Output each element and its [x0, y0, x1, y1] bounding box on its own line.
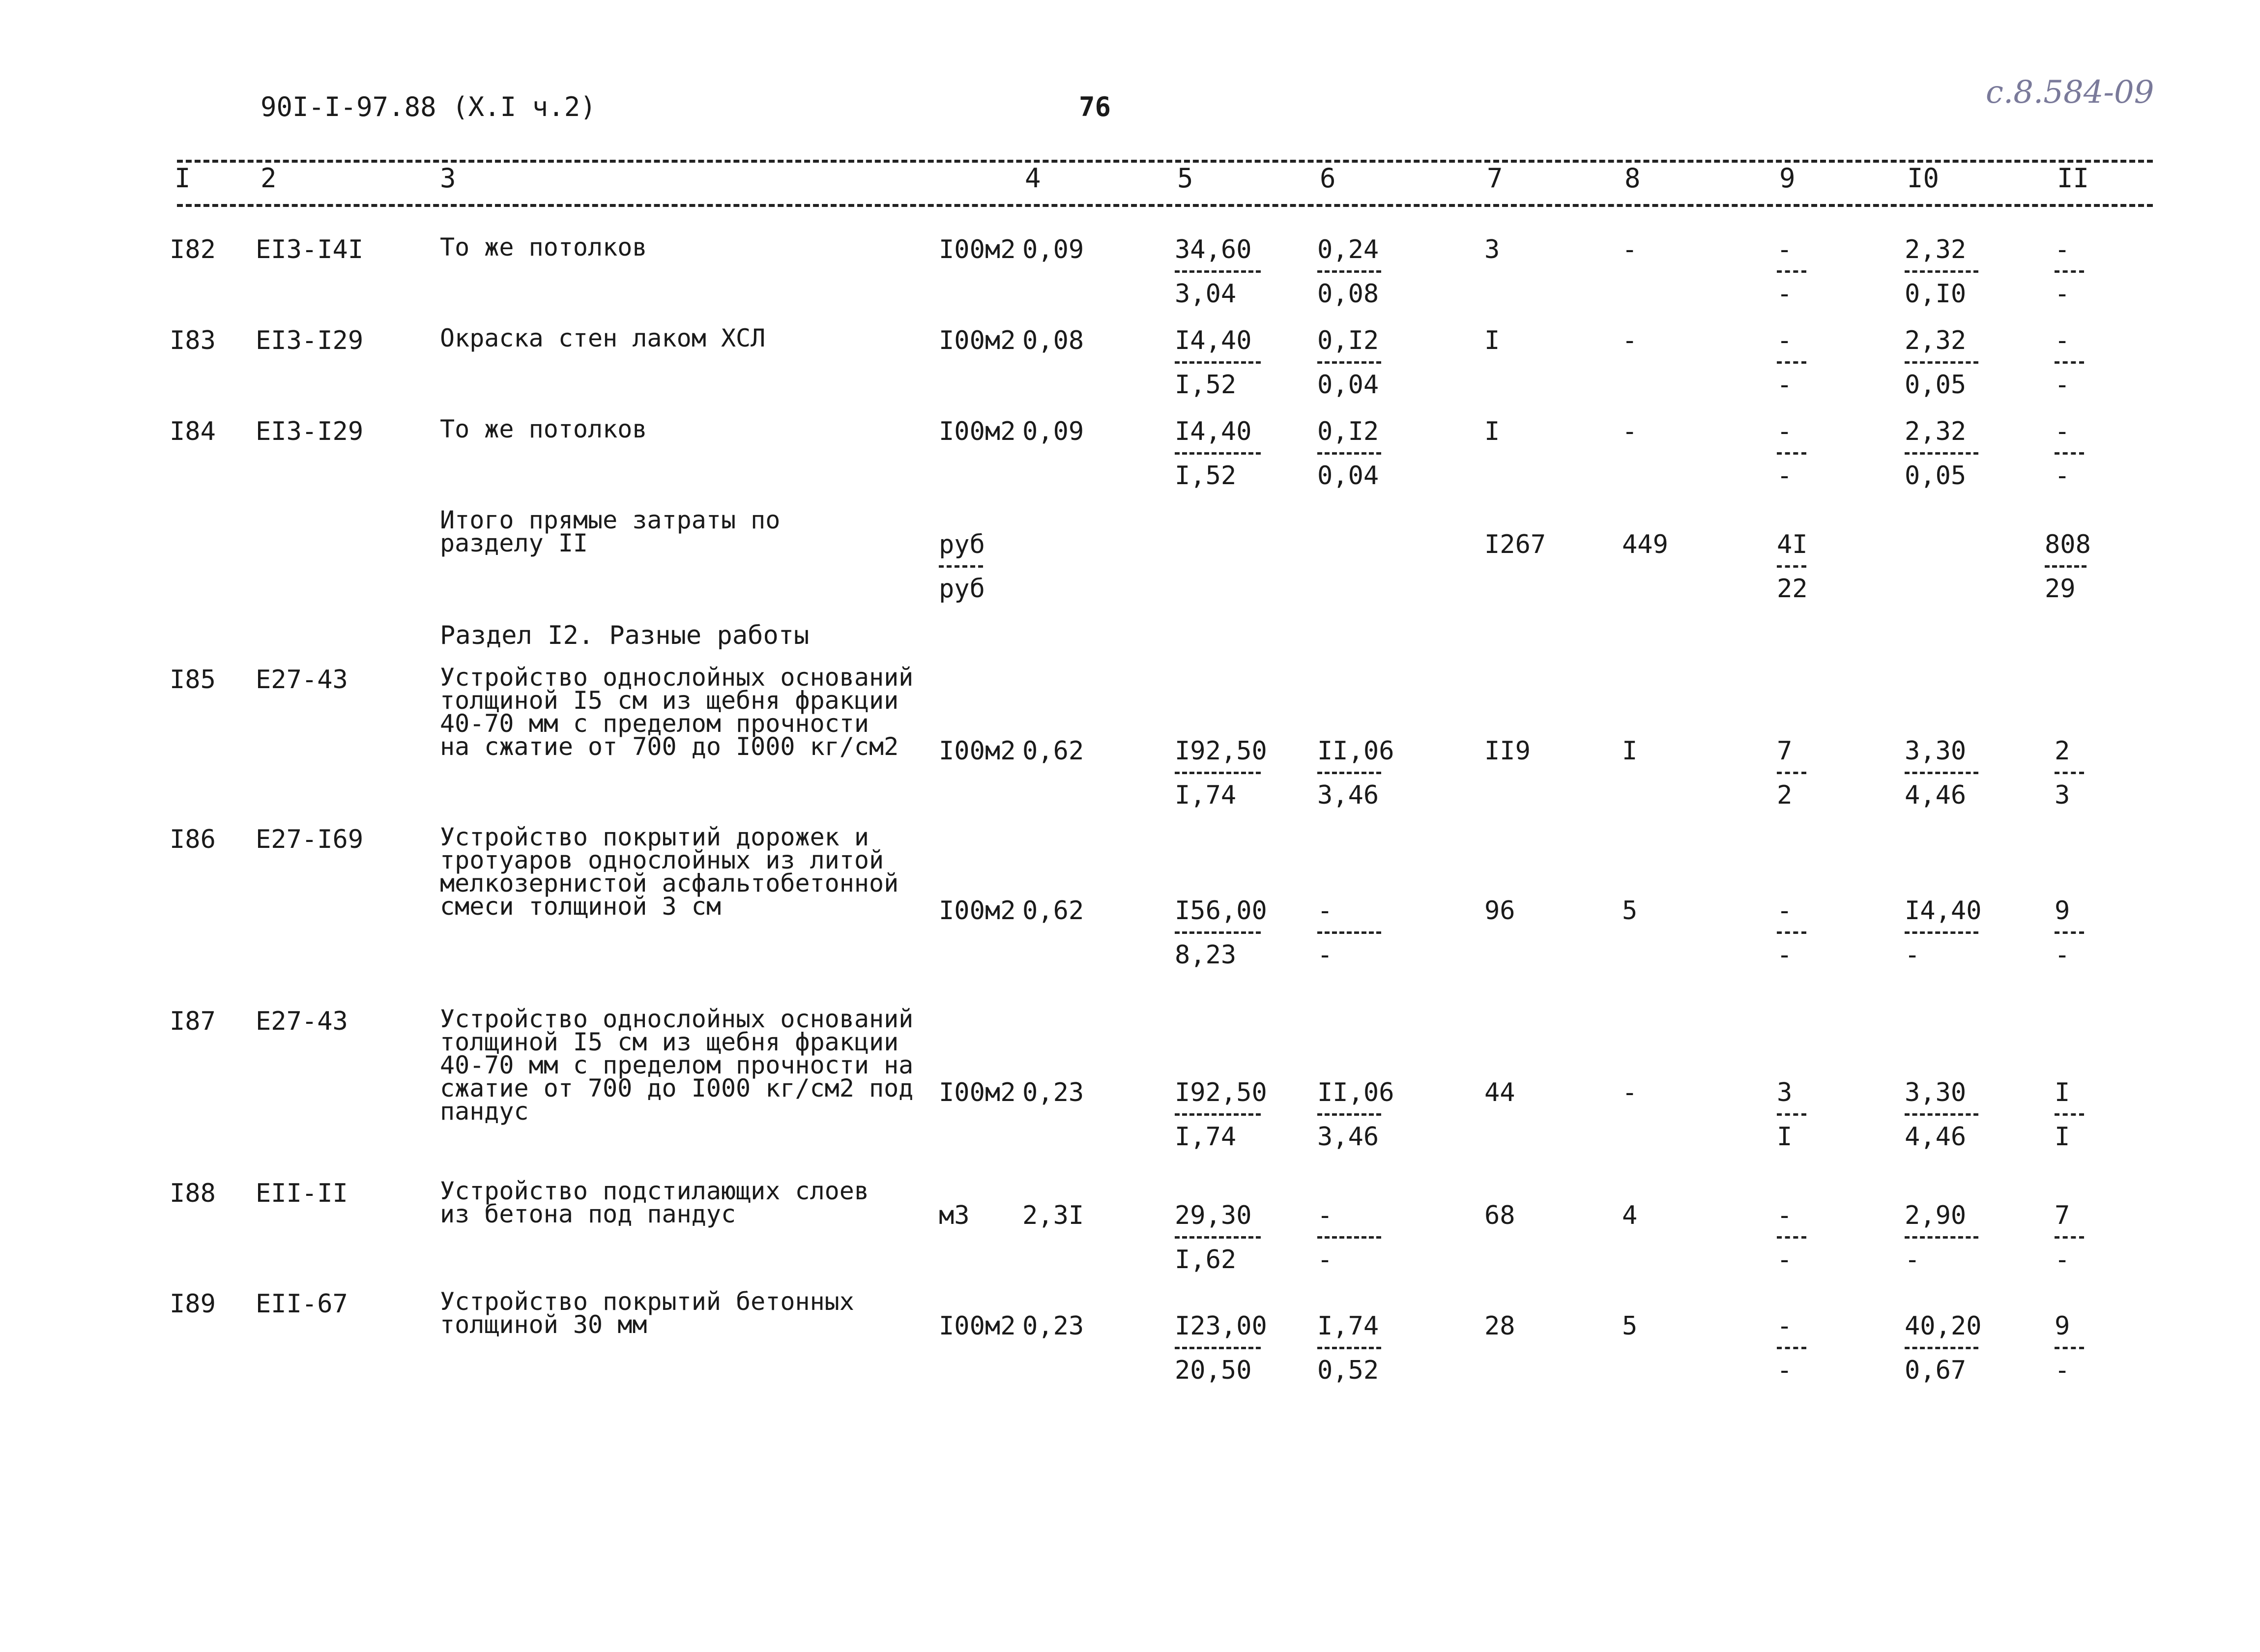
- row-I84-col9-denominator: -: [1777, 461, 1793, 491]
- row-I87-col6-fraction-bar: [1317, 1113, 1381, 1116]
- row-I85-unit: I00м2: [939, 736, 1016, 766]
- row-I86-quantity: 0,62: [1022, 896, 1084, 926]
- row-I84-col9-numerator: -: [1777, 417, 1793, 446]
- handwritten-stamp: с.8.584-09: [1986, 74, 2154, 111]
- row-I83-col6-fraction-bar: [1317, 361, 1381, 364]
- row-I86-col10-numerator: I4,40: [1905, 896, 1982, 926]
- row-I82-col6-numerator: 0,24: [1317, 235, 1379, 264]
- row-I88-col5-denominator: I,62: [1175, 1245, 1237, 1275]
- row-I88-col11-denominator: -: [2055, 1245, 2070, 1275]
- row-I89-col6-fraction-bar: [1317, 1347, 1381, 1349]
- row-I87-col9-fraction-bar: [1777, 1113, 1806, 1116]
- subtotal-col11-fraction-bar: [2045, 565, 2086, 568]
- row-I83-quantity: 0,08: [1022, 326, 1084, 355]
- section-title: Раздел I2. Разные работы: [440, 621, 810, 650]
- row-I89-col10-fraction-bar: [1905, 1347, 1978, 1349]
- column-header-8: 8: [1624, 163, 1641, 194]
- row-I85-col11-denominator: 3: [2055, 781, 2070, 810]
- row-I82-col8: -: [1622, 235, 1638, 264]
- row-I84-number: I84: [170, 417, 216, 446]
- subtotal-col7: I267: [1484, 530, 1546, 559]
- row-I85-description: Устройство однослойных оснований толщиной I5 см из щебня фракции 40-70 мм с пределом прочности на сжатие от 700 до I000 кг/см2: [440, 663, 914, 761]
- row-I87-col10-denominator: 4,46: [1905, 1122, 1967, 1152]
- row-I84-col6-denominator: 0,04: [1317, 461, 1379, 491]
- row-I84-col9-fraction-bar: [1777, 452, 1806, 455]
- row-I86-col5-fraction-bar: [1175, 931, 1261, 934]
- row-I88-code: EII-II: [256, 1179, 348, 1208]
- row-I82-col9-fraction-bar: [1777, 270, 1806, 273]
- row-I84-col7: I: [1484, 417, 1500, 446]
- row-I84-col11-denominator: -: [2055, 461, 2070, 491]
- row-I89-col6-denominator: 0,52: [1317, 1356, 1379, 1385]
- row-I83-col10-fraction-bar: [1905, 361, 1978, 364]
- row-I85-col9-numerator: 7: [1777, 736, 1793, 766]
- row-I88-col5-fraction-bar: [1175, 1236, 1261, 1239]
- row-I87-col7: 44: [1484, 1078, 1515, 1107]
- row-I87-quantity: 0,23: [1022, 1078, 1084, 1107]
- row-I82-col6-fraction-bar: [1317, 270, 1381, 273]
- document-code: 90I-I-97.88 (X.I ч.2): [261, 91, 596, 122]
- row-I85-col9-denominator: 2: [1777, 781, 1793, 810]
- row-I84-col11-fraction-bar: [2055, 452, 2084, 455]
- row-I89-number: I89: [170, 1289, 216, 1319]
- row-I87-col5-fraction-bar: [1175, 1113, 1261, 1116]
- row-I82-quantity: 0,09: [1022, 235, 1084, 264]
- row-I87-col11-numerator: I: [2055, 1078, 2070, 1107]
- row-I82-col9-denominator: -: [1777, 279, 1793, 309]
- row-I89-col5-numerator: I23,00: [1175, 1311, 1267, 1341]
- row-I87-col5-denominator: I,74: [1175, 1122, 1237, 1152]
- column-header-5: 5: [1177, 163, 1193, 194]
- row-I88-col8: 4: [1622, 1201, 1638, 1230]
- subtotal-col11-numerator: 808: [2045, 530, 2091, 559]
- row-I84-col5-denominator: I,52: [1175, 461, 1237, 491]
- column-header-7: 7: [1487, 163, 1503, 194]
- row-I85-col10-denominator: 4,46: [1905, 781, 1967, 810]
- row-I86-description: Устройство покрытий дорожек и тротуаров однослойных из литой мелкозернистой асфальтобетонной смеси толщиной 3 см: [440, 823, 899, 921]
- row-I89-col11-fraction-bar: [2055, 1347, 2084, 1349]
- subtotal-col8: 449: [1622, 530, 1668, 559]
- row-I85-code: E27-43: [256, 665, 348, 695]
- row-I86-col11-denominator: -: [2055, 940, 2070, 970]
- row-I87-col10-fraction-bar: [1905, 1113, 1978, 1116]
- row-I88-col6-numerator: -: [1317, 1201, 1333, 1230]
- row-I84-col5-fraction-bar: [1175, 452, 1261, 455]
- subtotal-col11-denominator: 29: [2045, 574, 2076, 604]
- header-rule-bottom: [177, 204, 2153, 207]
- row-I83-unit: I00м2: [939, 326, 1016, 355]
- row-I83-description: Окраска стен лаком ХСЛ: [440, 324, 766, 352]
- row-I83-col5-numerator: I4,40: [1175, 326, 1252, 355]
- row-I85-col6-denominator: 3,46: [1317, 781, 1379, 810]
- row-I82-unit: I00м2: [939, 235, 1016, 264]
- subtotal-unit-fraction-bar: [939, 565, 983, 568]
- row-I88-col9-fraction-bar: [1777, 1236, 1806, 1239]
- row-I83-col5-denominator: I,52: [1175, 370, 1237, 400]
- row-I86-col5-numerator: I56,00: [1175, 896, 1267, 926]
- row-I82-number: I82: [170, 235, 216, 264]
- row-I84-col6-numerator: 0,I2: [1317, 417, 1379, 446]
- row-I86-col10-fraction-bar: [1905, 931, 1978, 934]
- row-I86-col8: 5: [1622, 896, 1638, 926]
- subtotal-col9-fraction-bar: [1777, 565, 1806, 568]
- row-I88-col10-fraction-bar: [1905, 1236, 1978, 1239]
- row-I84-code: EI3-I29: [256, 417, 364, 446]
- row-I83-col10-denominator: 0,05: [1905, 370, 1967, 400]
- row-I88-quantity: 2,3I: [1022, 1201, 1084, 1230]
- row-I88-number: I88: [170, 1179, 216, 1208]
- row-I85-col8: I: [1622, 736, 1638, 766]
- row-I84-col5-numerator: I4,40: [1175, 417, 1252, 446]
- row-I87-number: I87: [170, 1007, 216, 1036]
- row-I82-col10-denominator: 0,I0: [1905, 279, 1967, 309]
- column-header-4: 4: [1025, 163, 1041, 194]
- row-I87-col6-denominator: 3,46: [1317, 1122, 1379, 1152]
- row-I83-col10-numerator: 2,32: [1905, 326, 1967, 355]
- row-I89-unit: I00м2: [939, 1311, 1016, 1341]
- row-I88-col11-numerator: 7: [2055, 1201, 2070, 1230]
- row-I87-col6-numerator: II,06: [1317, 1078, 1394, 1107]
- row-I82-col5-numerator: 34,60: [1175, 235, 1252, 264]
- row-I82-col7: 3: [1484, 235, 1500, 264]
- row-I86-col6-fraction-bar: [1317, 931, 1381, 934]
- row-I82-col11-denominator: -: [2055, 279, 2070, 309]
- row-I82-col11-fraction-bar: [2055, 270, 2084, 273]
- column-header-2: 2: [261, 163, 277, 194]
- column-header-6: 6: [1320, 163, 1336, 194]
- row-I85-col7: II9: [1484, 736, 1531, 766]
- subtotal-unit-bottom: руб: [939, 574, 985, 604]
- row-I83-col5-fraction-bar: [1175, 361, 1261, 364]
- column-header-1: I: [174, 163, 191, 194]
- row-I84-description: То же потолков: [440, 415, 647, 443]
- row-I87-col10-numerator: 3,30: [1905, 1078, 1967, 1107]
- row-I85-col10-fraction-bar: [1905, 772, 1978, 774]
- row-I86-col5-denominator: 8,23: [1175, 940, 1237, 970]
- row-I83-col9-denominator: -: [1777, 370, 1793, 400]
- row-I83-col9-fraction-bar: [1777, 361, 1806, 364]
- row-I82-col9-numerator: -: [1777, 235, 1793, 264]
- row-I86-col10-denominator: -: [1905, 940, 1920, 970]
- row-I83-col6-numerator: 0,I2: [1317, 326, 1379, 355]
- row-I85-quantity: 0,62: [1022, 736, 1084, 766]
- row-I89-col5-denominator: 20,50: [1175, 1356, 1252, 1385]
- row-I83-col8: -: [1622, 326, 1638, 355]
- row-I86-col9-numerator: -: [1777, 896, 1793, 926]
- row-I85-col11-fraction-bar: [2055, 772, 2084, 774]
- row-I82-col5-fraction-bar: [1175, 270, 1261, 273]
- row-I87-unit: I00м2: [939, 1078, 1016, 1107]
- row-I88-col9-denominator: -: [1777, 1245, 1793, 1275]
- row-I83-code: EI3-I29: [256, 326, 364, 355]
- row-I89-col8: 5: [1622, 1311, 1638, 1341]
- row-I85-col6-numerator: II,06: [1317, 736, 1394, 766]
- row-I82-col5-denominator: 3,04: [1175, 279, 1237, 309]
- row-I86-col11-fraction-bar: [2055, 931, 2084, 934]
- column-header-3: 3: [440, 163, 456, 194]
- subtotal-col9-numerator: 4I: [1777, 530, 1808, 559]
- row-I84-col11-numerator: -: [2055, 417, 2070, 446]
- row-I82-description: То же потолков: [440, 233, 647, 261]
- row-I89-description: Устройство покрытий бетонных толщиной 30 мм: [440, 1287, 854, 1339]
- row-I83-col11-numerator: -: [2055, 326, 2070, 355]
- row-I84-col10-denominator: 0,05: [1905, 461, 1967, 491]
- row-I87-col5-numerator: I92,50: [1175, 1078, 1267, 1107]
- row-I84-col10-fraction-bar: [1905, 452, 1978, 455]
- row-I84-unit: I00м2: [939, 417, 1016, 446]
- row-I89-col10-numerator: 40,20: [1905, 1311, 1982, 1341]
- row-I88-col10-denominator: -: [1905, 1245, 1920, 1275]
- row-I83-col11-denominator: -: [2055, 370, 2070, 400]
- column-header-9: 9: [1779, 163, 1796, 194]
- row-I87-col8: -: [1622, 1078, 1638, 1107]
- subtotal-unit-top: руб: [939, 530, 985, 559]
- row-I89-col9-denominator: -: [1777, 1356, 1793, 1385]
- row-I89-col5-fraction-bar: [1175, 1347, 1261, 1349]
- row-I87-col9-denominator: I: [1777, 1122, 1793, 1152]
- row-I88-col5-numerator: 29,30: [1175, 1201, 1252, 1230]
- row-I87-col11-fraction-bar: [2055, 1113, 2084, 1116]
- row-I85-number: I85: [170, 665, 216, 695]
- row-I87-col11-denominator: I: [2055, 1122, 2070, 1152]
- row-I85-col11-numerator: 2: [2055, 736, 2070, 766]
- row-I86-unit: I00м2: [939, 896, 1016, 926]
- row-I88-col9-numerator: -: [1777, 1201, 1793, 1230]
- row-I86-col6-numerator: -: [1317, 896, 1333, 926]
- row-I86-number: I86: [170, 825, 216, 854]
- row-I89-col9-fraction-bar: [1777, 1347, 1806, 1349]
- row-I82-code: EI3-I4I: [256, 235, 364, 264]
- row-I86-col9-fraction-bar: [1777, 931, 1806, 934]
- row-I82-col6-denominator: 0,08: [1317, 279, 1379, 309]
- subtotal-label: Итого прямые затраты по разделу II: [440, 506, 781, 557]
- row-I86-col11-numerator: 9: [2055, 896, 2070, 926]
- row-I85-col5-denominator: I,74: [1175, 781, 1237, 810]
- row-I87-code: E27-43: [256, 1007, 348, 1036]
- row-I88-col6-denominator: -: [1317, 1245, 1333, 1275]
- row-I82-col10-numerator: 2,32: [1905, 235, 1967, 264]
- row-I87-col9-numerator: 3: [1777, 1078, 1793, 1107]
- row-I89-col10-denominator: 0,67: [1905, 1356, 1967, 1385]
- row-I89-col11-denominator: -: [2055, 1356, 2070, 1385]
- column-header-10: I0: [1907, 163, 1940, 194]
- row-I83-col9-numerator: -: [1777, 326, 1793, 355]
- row-I89-col6-numerator: I,74: [1317, 1311, 1379, 1341]
- row-I83-col6-denominator: 0,04: [1317, 370, 1379, 400]
- row-I86-col7: 96: [1484, 896, 1515, 926]
- column-header-11: II: [2057, 163, 2089, 194]
- row-I82-col11-numerator: -: [2055, 235, 2070, 264]
- row-I84-col6-fraction-bar: [1317, 452, 1381, 455]
- subtotal-col9-denominator: 22: [1777, 574, 1808, 604]
- row-I88-col11-fraction-bar: [2055, 1236, 2084, 1239]
- row-I88-col7: 68: [1484, 1201, 1515, 1230]
- row-I87-description: Устройство однослойных оснований толщиной I5 см из щебня фракции 40-70 мм с пределом прочности на сжатие от 700 до I000 кг/см2 под пандус: [440, 1005, 914, 1126]
- row-I83-col11-fraction-bar: [2055, 361, 2084, 364]
- row-I84-col10-numerator: 2,32: [1905, 417, 1967, 446]
- row-I88-unit: м3: [939, 1201, 970, 1230]
- row-I89-code: EII-67: [256, 1289, 348, 1319]
- row-I88-description: Устройство подстилающих слоев из бетона под пандус: [440, 1177, 869, 1228]
- row-I89-col9-numerator: -: [1777, 1311, 1793, 1341]
- row-I85-col10-numerator: 3,30: [1905, 736, 1967, 766]
- row-I84-col8: -: [1622, 417, 1638, 446]
- row-I89-quantity: 0,23: [1022, 1311, 1084, 1341]
- row-I89-col11-numerator: 9: [2055, 1311, 2070, 1341]
- header-rule-top: [177, 160, 2153, 163]
- row-I84-quantity: 0,09: [1022, 417, 1084, 446]
- row-I85-col6-fraction-bar: [1317, 772, 1381, 774]
- row-I86-col6-denominator: -: [1317, 940, 1333, 970]
- row-I86-col9-denominator: -: [1777, 940, 1793, 970]
- row-I82-col10-fraction-bar: [1905, 270, 1978, 273]
- row-I85-col9-fraction-bar: [1777, 772, 1806, 774]
- row-I85-col5-fraction-bar: [1175, 772, 1261, 774]
- row-I88-col10-numerator: 2,90: [1905, 1201, 1967, 1230]
- row-I86-code: E27-I69: [256, 825, 364, 854]
- row-I85-col5-numerator: I92,50: [1175, 736, 1267, 766]
- page-number: 76: [1079, 91, 1111, 122]
- row-I88-col6-fraction-bar: [1317, 1236, 1381, 1239]
- row-I89-col7: 28: [1484, 1311, 1515, 1341]
- row-I83-col7: I: [1484, 326, 1500, 355]
- row-I83-number: I83: [170, 326, 216, 355]
